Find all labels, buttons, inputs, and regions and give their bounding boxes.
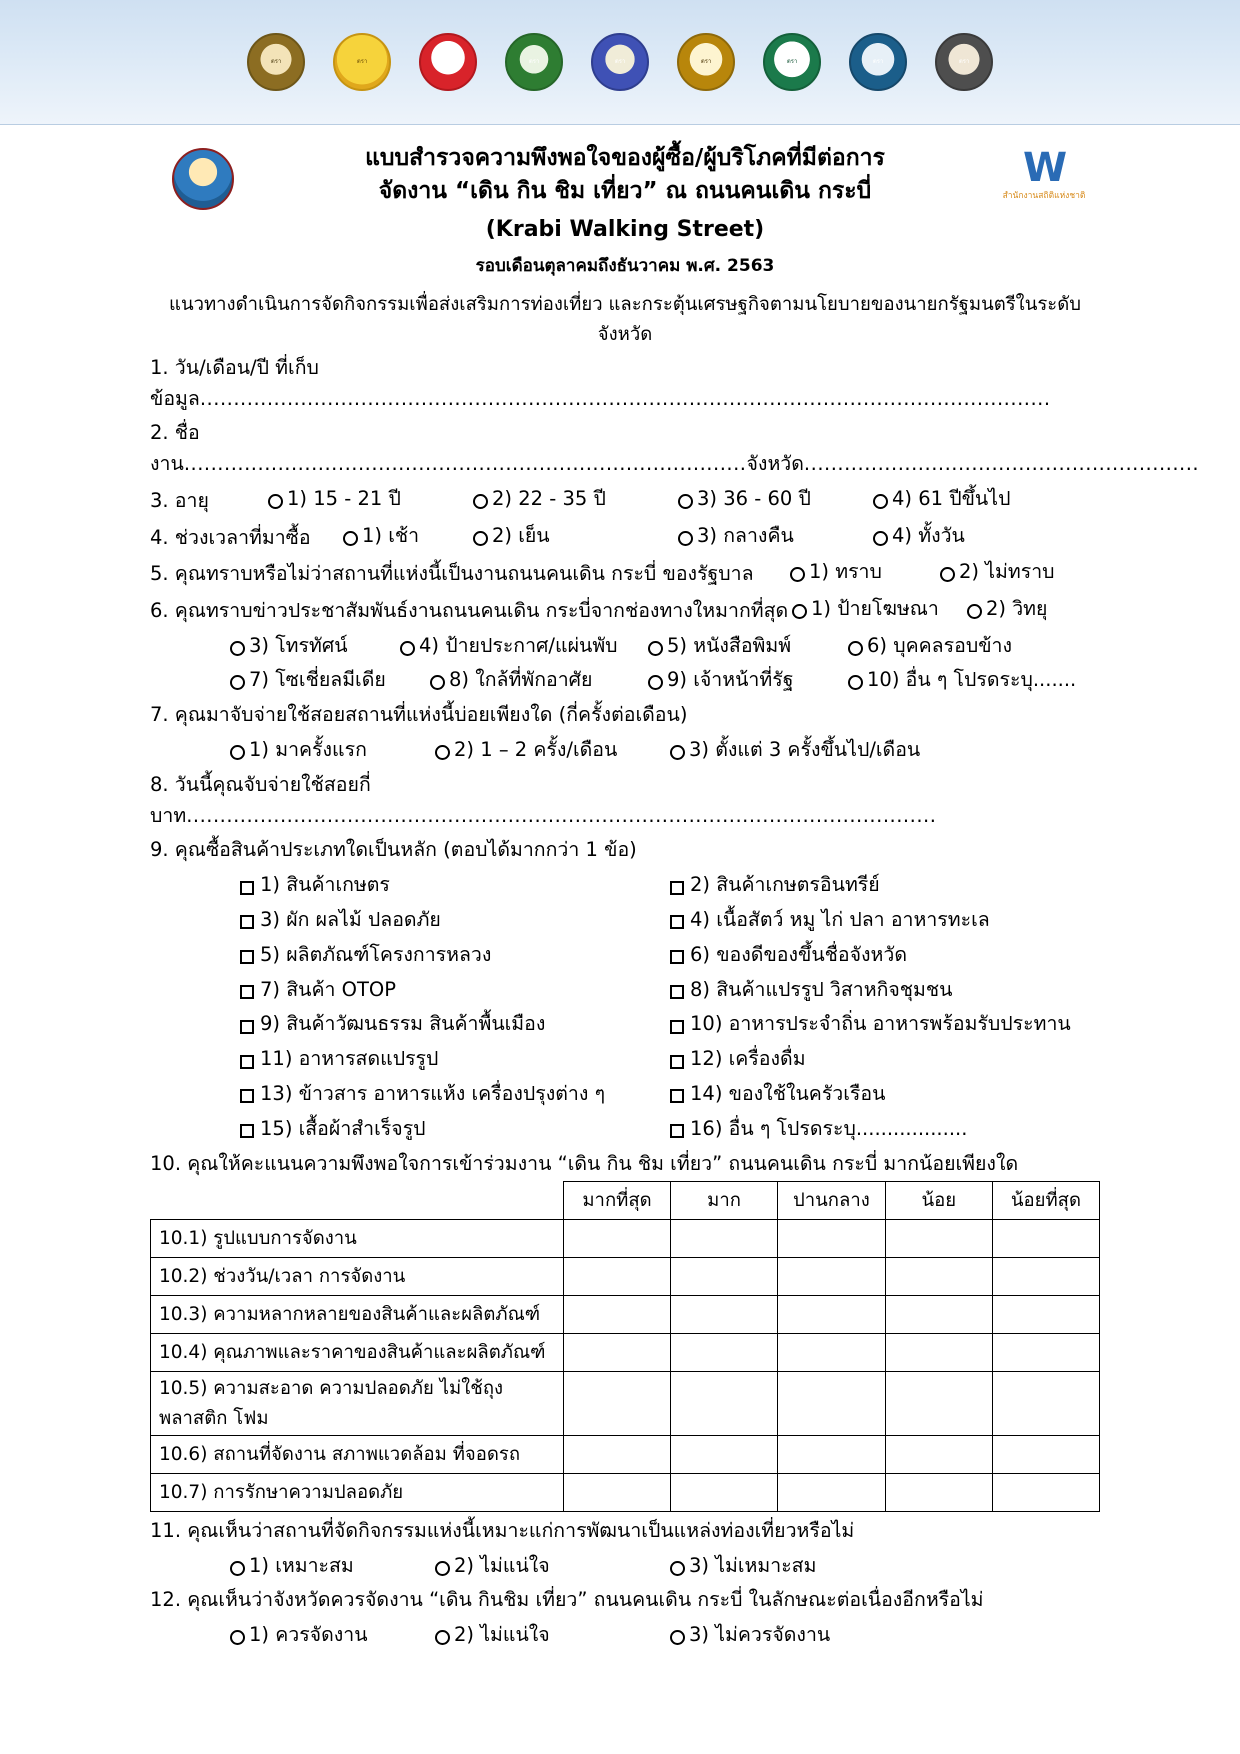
q3-option-4[interactable]	[873, 484, 1053, 515]
q7-option-1-label: 1) มาครั้งแรก	[249, 738, 367, 762]
q6-option-8-label: 8) ใกล้ที่พักอาศัย	[449, 668, 593, 692]
rating-cell[interactable]	[563, 1435, 670, 1473]
table-corner-cell	[151, 1182, 564, 1220]
q7-option-3[interactable]	[670, 735, 920, 766]
rating-cell[interactable]	[563, 1473, 670, 1511]
question-9-label: 9. คุณซื้อสินค้าประเภทใดเป็นหลัก (ตอบได้มากกว่า 1 ข้อ)	[150, 838, 637, 862]
rating-row-label-2: 10.2) ช่วงวัน/เวลา การจัดงาน	[151, 1258, 564, 1296]
radio-icon[interactable]	[678, 494, 693, 509]
question-7-label: 7. คุณมาจับจ่ายใช้สอยสถานที่แห่งนี้บ่อยเพียงใด (กี่ครั้งต่อเดือน)	[150, 703, 688, 727]
q4-option-4[interactable]	[873, 521, 1053, 552]
q9-option-11[interactable]	[240, 1044, 670, 1075]
q9-option-3-label: 3) ผัก ผลไม้ ปลอดภัย	[260, 908, 441, 932]
rating-cell[interactable]	[563, 1258, 670, 1296]
q6-option-9-label: 9) เจ้าหน้าที่รัฐ	[667, 668, 794, 692]
nso-mark-icon: W	[1022, 145, 1066, 191]
question-4	[150, 521, 1100, 554]
q9-option-11-label: 11) อาหารสดแปรรูป	[260, 1047, 439, 1071]
page-title-line3: (Krabi Walking Street)	[485, 216, 765, 242]
q4-option-3-label: 3) กลางคืน	[697, 523, 794, 547]
q12-option-2[interactable]	[435, 1620, 670, 1651]
seal-text: ตรา	[958, 58, 970, 65]
seal-text: ตรา	[356, 58, 368, 65]
agency-seal-row	[0, 33, 1240, 91]
q7-option-1[interactable]	[230, 735, 435, 766]
radio-icon[interactable]	[435, 745, 450, 760]
question-3-label: 3. อายุ	[150, 488, 209, 512]
table-row	[151, 1220, 1100, 1258]
seal-text: ตรา	[614, 58, 626, 65]
rating-column-header-1: มากที่สุด	[563, 1182, 670, 1220]
checkbox-icon[interactable]	[670, 1089, 684, 1103]
question-8-label: 8. วันนี้คุณจับจ่ายใช้สอยกี่บาท	[150, 772, 371, 827]
question-9-row-4	[150, 975, 1100, 1006]
radio-icon[interactable]	[790, 567, 805, 582]
rating-cell[interactable]	[671, 1258, 778, 1296]
table-row	[151, 1372, 1100, 1435]
q9-option-5[interactable]	[240, 940, 670, 971]
q5-option-1[interactable]	[790, 557, 940, 588]
rating-cell[interactable]	[885, 1258, 992, 1296]
question-6	[150, 594, 1100, 627]
q6-option-4-label: 4) ป้ายประกาศ/แผ่นพับ	[419, 633, 618, 657]
q9-option-15-label: 15) เสื้อผ้าสำเร็จรูป	[260, 1116, 426, 1140]
q12-option-3-label: 3) ไม่ควรจัดงาน	[689, 1623, 831, 1647]
q9-option-9-label: 9) สินค้าวัฒนธรรม สินค้าพื้นเมือง	[260, 1012, 546, 1036]
q9-option-14-label: 14) ของใช้ในครัวเรือน	[690, 1082, 886, 1106]
q9-option-15[interactable]	[240, 1114, 670, 1145]
radio-icon[interactable]	[670, 1561, 685, 1576]
q11-option-2-label: 2) ไม่แน่ใจ	[454, 1553, 550, 1577]
seal-text: ตรา	[700, 58, 712, 65]
rating-column-header-2: มาก	[671, 1182, 778, 1220]
radio-icon[interactable]	[473, 494, 488, 509]
q9-option-1-label: 1) สินค้าเกษตร	[260, 873, 390, 897]
q11-option-3-label: 3) ไม่เหมาะสม	[689, 1553, 817, 1577]
seal-text: ตรา	[786, 58, 798, 65]
radio-icon[interactable]	[967, 604, 982, 619]
radio-icon[interactable]	[792, 604, 807, 619]
table-row	[151, 1473, 1100, 1511]
q12-option-1-label: 1) ควรจัดงาน	[249, 1623, 368, 1647]
question-12-label: 12. คุณเห็นว่าจังหวัดควรจัดงาน “เดิน กินชิม เที่ยว” ถนนคนเดิน กระบี่ ในลักษณะต่อเนื่องอีกหรือไม่	[150, 1588, 984, 1612]
checkbox-icon[interactable]	[240, 1124, 254, 1138]
question-2-label: 2. ชื่องาน	[150, 421, 200, 476]
radio-icon[interactable]	[873, 531, 888, 546]
q9-option-4-label: 4) เนื้อสัตว์ หมู ไก่ ปลา อาหารทะเล	[690, 908, 990, 932]
seal-text: ตรา	[270, 58, 282, 65]
q6-option-7[interactable]	[230, 665, 430, 696]
q12-option-1[interactable]	[230, 1620, 435, 1651]
seal-dark-emblem-icon	[935, 33, 993, 91]
rating-cell[interactable]	[778, 1473, 886, 1511]
q6-option-2[interactable]	[967, 594, 1047, 625]
q7-option-2[interactable]	[435, 735, 670, 766]
question-8-amount-field[interactable]: ................................................................................................................	[186, 803, 937, 827]
table-row	[151, 1435, 1100, 1473]
rating-cell[interactable]	[778, 1220, 886, 1258]
q4-option-4-label: 4) ทั้งวัน	[892, 523, 965, 547]
seal-red-flame-icon	[419, 33, 477, 91]
radio-icon[interactable]	[940, 567, 955, 582]
q3-option-1[interactable]	[268, 484, 473, 515]
rating-cell[interactable]	[885, 1334, 992, 1372]
rating-column-header-3: ปานกลาง	[778, 1182, 886, 1220]
q9-option-9[interactable]	[240, 1009, 670, 1040]
rating-cell[interactable]	[885, 1372, 992, 1435]
q7-option-3-label: 3) ตั้งแต่ 3 ครั้งขึ้นไป/เดือน	[689, 738, 921, 762]
question-10-label: 10. คุณให้คะแนนความพึงพอใจการเข้าร่วมงาน “เดิน กิน ชิม เที่ยว” ถนนคนเดิน กระบี่ มากน้อยเพียงใด	[150, 1151, 1019, 1175]
question-2-name-field[interactable]: ....................................................................................	[183, 452, 747, 476]
q4-option-3[interactable]	[678, 521, 873, 552]
rating-cell[interactable]	[563, 1220, 670, 1258]
rating-cell[interactable]	[778, 1372, 886, 1435]
question-6-label: 6. คุณทราบข่าวประชาสัมพันธ์งานถนนคนเดิน กระบี่จากช่องทางใหมากที่สุด	[150, 598, 789, 622]
q9-option-10-label: 10) อาหารประจำถิ่น อาหารพร้อมรับประทาน	[690, 1012, 1071, 1036]
q9-option-16[interactable]	[670, 1114, 967, 1145]
q11-option-2[interactable]	[435, 1551, 670, 1582]
q3-option-4-label: 4) 61 ปีขึ้นไป	[892, 486, 1011, 510]
title-block	[150, 142, 1100, 280]
rating-cell[interactable]	[671, 1334, 778, 1372]
checkbox-icon[interactable]	[240, 915, 254, 929]
radio-icon[interactable]	[230, 745, 245, 760]
question-6-row3	[150, 665, 1100, 696]
rating-row-label-1: 10.1) รูปแบบการจัดงาน	[151, 1220, 564, 1258]
question-9-row-5	[150, 1009, 1100, 1040]
logo-band	[0, 0, 1240, 125]
q9-option-6-label: 6) ของดีของขึ้นชื่อจังหวัด	[690, 942, 908, 966]
table-row	[151, 1296, 1100, 1334]
nso-logo	[988, 145, 1100, 203]
question-9-row-8	[150, 1114, 1100, 1145]
q11-option-1[interactable]	[230, 1551, 435, 1582]
seal-text: ตรา	[528, 58, 540, 65]
q6-option-3[interactable]	[230, 631, 400, 662]
radio-icon[interactable]	[268, 494, 283, 509]
rating-cell[interactable]	[992, 1258, 1099, 1296]
krabi-province-logo-icon	[172, 148, 234, 210]
rating-cell[interactable]	[778, 1258, 886, 1296]
rating-cell[interactable]	[992, 1220, 1099, 1258]
seal-text: ตรา	[442, 58, 454, 65]
document-body	[0, 124, 1240, 1651]
q3-option-2[interactable]	[473, 484, 678, 515]
question-2-province-field[interactable]: ...........................................................	[803, 452, 1200, 476]
page-title-line1: แบบสำรวจความพึงพอใจของผู้ซื้อ/ผู้บริโภคที่มีต่อการ	[365, 145, 885, 171]
rating-cell[interactable]	[563, 1296, 670, 1334]
rating-row-label-7: 10.7) การรักษาความปลอดภัย	[151, 1473, 564, 1511]
rating-row-label-5: 10.5) ความสะอาด ความปลอดภัย ไม่ใช้ถุงพลาสติก โฟม	[151, 1372, 564, 1435]
question-10	[150, 1149, 1100, 1180]
seal-garuda-icon	[247, 33, 305, 91]
rating-column-header-4: น้อย	[885, 1182, 992, 1220]
q4-option-1[interactable]	[343, 521, 473, 552]
q9-option-2-label: 2) สินค้าเกษตรอินทรีย์	[690, 873, 880, 897]
q3-option-2-label: 2) 22 - 35 ปี	[492, 486, 606, 510]
checkbox-icon[interactable]	[670, 950, 684, 964]
question-9-row-2	[150, 905, 1100, 936]
question-1-dotted-line[interactable]: ...............................................................................................................................	[199, 386, 1051, 410]
checkbox-icon[interactable]	[670, 881, 684, 895]
question-7	[150, 700, 1100, 731]
rating-column-header-5: น้อยที่สุด	[992, 1182, 1099, 1220]
q3-option-3[interactable]	[678, 484, 873, 515]
question-2	[150, 418, 1200, 480]
rating-cell[interactable]	[563, 1334, 670, 1372]
radio-icon[interactable]	[848, 641, 863, 656]
radio-icon[interactable]	[400, 641, 415, 656]
q9-option-1[interactable]	[240, 870, 670, 901]
rating-cell[interactable]	[778, 1334, 886, 1372]
q6-option-6-label: 6) บุคคลรอบข้าง	[867, 633, 1012, 657]
question-1-label: 1. วัน/เดือน/ปี ที่เก็บข้อมูล	[150, 355, 319, 410]
rating-cell[interactable]	[778, 1296, 886, 1334]
rating-cell[interactable]	[992, 1296, 1099, 1334]
document-header	[150, 142, 1100, 280]
checkbox-icon[interactable]	[240, 950, 254, 964]
question-6-row2	[150, 631, 1100, 662]
q6-option-10-label: 10) อื่น ๆ โปรดระบุ.......	[867, 668, 1077, 692]
radio-icon[interactable]	[230, 1630, 245, 1645]
checkbox-icon[interactable]	[240, 881, 254, 895]
radio-icon[interactable]	[648, 675, 663, 690]
q9-option-8[interactable]	[670, 975, 952, 1006]
q4-option-1-label: 1) เช้า	[362, 523, 420, 547]
radio-icon[interactable]	[873, 494, 888, 509]
rating-cell[interactable]	[671, 1372, 778, 1435]
q11-option-3[interactable]	[670, 1551, 816, 1582]
q9-option-2[interactable]	[670, 870, 880, 901]
q4-option-2-label: 2) เย็น	[492, 523, 550, 547]
question-3	[150, 484, 1100, 517]
checkbox-icon[interactable]	[240, 1020, 254, 1034]
q6-option-7-label: 7) โซเชี่ยลมีเดีย	[249, 668, 386, 692]
question-9-row-6	[150, 1044, 1100, 1075]
question-7-options	[150, 735, 1100, 766]
rating-cell[interactable]	[885, 1435, 992, 1473]
q9-option-6[interactable]	[670, 940, 907, 971]
checkbox-icon[interactable]	[670, 1124, 684, 1138]
radio-icon[interactable]	[435, 1630, 450, 1645]
seal-blue-wheel-icon	[849, 33, 907, 91]
table-row	[151, 1334, 1100, 1372]
rating-row-label-6: 10.6) สถานที่จัดงาน สภาพแวดล้อม ที่จอดรถ	[151, 1435, 564, 1473]
question-1	[150, 353, 1100, 415]
q6-option-2-label: 2) วิทยุ	[986, 596, 1048, 620]
question-12	[150, 1585, 1100, 1616]
q12-option-3[interactable]	[670, 1620, 830, 1651]
seal-gold-emblem-icon	[677, 33, 735, 91]
page-subtitle-period: รอบเดือนตุลาคมถึงธันวาคม พ.ศ. 2563	[475, 256, 775, 277]
radio-icon[interactable]	[848, 675, 863, 690]
q9-option-8-label: 8) สินค้าแปรรูป วิสาหกิจชุมชน	[690, 977, 953, 1001]
q9-option-7[interactable]	[240, 975, 670, 1006]
nso-caption: สำนักงานสถิติแห่งชาติ	[1002, 191, 1086, 201]
q9-option-12[interactable]	[670, 1044, 806, 1075]
q9-option-4[interactable]	[670, 905, 990, 936]
satisfaction-rating-table	[150, 1181, 1100, 1511]
rating-cell[interactable]	[671, 1473, 778, 1511]
q9-option-10[interactable]	[670, 1009, 1071, 1040]
q9-option-13-label: 13) ข้าวสาร อาหารแห้ง เครื่องปรุงต่าง ๆ	[260, 1082, 606, 1106]
question-11	[150, 1516, 1100, 1547]
rating-row-label-4: 10.4) คุณภาพและราคาของสินค้าและผลิตภัณฑ์	[151, 1334, 564, 1372]
seal-green-wheel-icon	[763, 33, 821, 91]
rating-cell[interactable]	[992, 1473, 1099, 1511]
question-4-label: 4. ช่วงเวลาที่มาซื้อ	[150, 525, 311, 549]
q11-option-1-label: 1) เหมาะสม	[249, 1553, 354, 1577]
radio-icon[interactable]	[430, 675, 445, 690]
rating-cell[interactable]	[671, 1220, 778, 1258]
question-11-options	[150, 1551, 1100, 1582]
rating-cell[interactable]	[778, 1435, 886, 1473]
radio-icon[interactable]	[230, 1561, 245, 1576]
rating-cell[interactable]	[992, 1334, 1099, 1372]
rating-cell[interactable]	[885, 1220, 992, 1258]
intro-text: แนวทางดำเนินการจัดกิจกรรมเพื่อส่งเสริมการท่องเที่ยว และกระตุ้นเศรษฐกิจตามนโยบายของนายกรัฐมนตรีในระดับจังหวัด	[169, 294, 1081, 345]
checkbox-icon[interactable]	[670, 985, 684, 999]
page-title-line2: จัดงาน “เดิน กิน ชิม เที่ยว” ณ ถนนคนเดิน กระบี่	[378, 178, 872, 205]
rating-cell[interactable]	[671, 1435, 778, 1473]
q6-option-8[interactable]	[430, 665, 648, 696]
question-5	[150, 557, 1100, 590]
q9-option-7-label: 7) สินค้า OTOP	[260, 977, 397, 1001]
seal-green-crown-icon	[505, 33, 563, 91]
seal-yellow-naga-icon	[333, 33, 391, 91]
q6-option-5-label: 5) หนังสือพิมพ์	[667, 633, 792, 657]
q6-option-4[interactable]	[400, 631, 648, 662]
radio-icon[interactable]	[473, 531, 488, 546]
q5-option-1-label: 1) ทราบ	[809, 560, 882, 584]
q9-option-12-label: 12) เครื่องดื่ม	[690, 1047, 806, 1071]
checkbox-icon[interactable]	[240, 985, 254, 999]
table-row	[151, 1258, 1100, 1296]
rating-cell[interactable]	[885, 1296, 992, 1334]
seal-text: ตรา	[872, 58, 884, 65]
checkbox-icon[interactable]	[670, 1020, 684, 1034]
q6-option-1[interactable]	[792, 594, 967, 625]
checkbox-icon[interactable]	[670, 915, 684, 929]
radio-icon[interactable]	[230, 675, 245, 690]
radio-icon[interactable]	[648, 641, 663, 656]
table-header-row	[151, 1182, 1100, 1220]
radio-icon[interactable]	[435, 1561, 450, 1576]
q6-option-6[interactable]	[848, 631, 1012, 662]
question-9-row-3	[150, 940, 1100, 971]
seal-blue-crown-icon	[591, 33, 649, 91]
rating-cell[interactable]	[885, 1473, 992, 1511]
radio-icon[interactable]	[230, 641, 245, 656]
radio-icon[interactable]	[343, 531, 358, 546]
q6-option-1-label: 1) ป้ายโฆษณา	[811, 596, 939, 620]
question-5-label: 5. คุณทราบหรือไม่ว่าสถานที่แห่งนี้เป็นงานถนนคนเดิน กระบี่ ของรัฐบาล	[150, 562, 754, 586]
rating-cell[interactable]	[563, 1372, 670, 1435]
question-9-row-7	[150, 1079, 1100, 1110]
q9-option-14[interactable]	[670, 1079, 885, 1110]
rating-row-label-3: 10.3) ความหลากหลายของสินค้าและผลิตภัณฑ์	[151, 1296, 564, 1334]
q4-option-2[interactable]	[473, 521, 678, 552]
q9-option-16-label: 16) อื่น ๆ โปรดระบุ..................	[690, 1116, 968, 1140]
question-9-row-1	[150, 870, 1100, 901]
radio-icon[interactable]	[670, 1630, 685, 1645]
question-8	[150, 770, 1100, 832]
checkbox-icon[interactable]	[240, 1089, 254, 1103]
checkbox-icon[interactable]	[670, 1055, 684, 1069]
q5-option-2-label: 2) ไม่ทราบ	[959, 560, 1055, 584]
q9-option-5-label: 5) ผลิตภัณฑ์โครงการหลวง	[260, 942, 492, 966]
q6-option-9[interactable]	[648, 665, 848, 696]
q3-option-3-label: 3) 36 - 60 ปี	[697, 486, 811, 510]
radio-icon[interactable]	[670, 745, 685, 760]
rating-cell[interactable]	[992, 1372, 1099, 1435]
question-2-province-label: จังหวัด	[746, 452, 804, 476]
q5-option-2[interactable]	[940, 557, 1055, 588]
q12-option-2-label: 2) ไม่แน่ใจ	[454, 1623, 550, 1647]
q7-option-2-label: 2) 1 – 2 ครั้ง/เดือน	[454, 738, 618, 762]
q6-option-10[interactable]	[848, 665, 1076, 696]
checkbox-icon[interactable]	[240, 1055, 254, 1069]
rating-cell[interactable]	[992, 1435, 1099, 1473]
rating-cell[interactable]	[671, 1296, 778, 1334]
q9-option-3[interactable]	[240, 905, 670, 936]
question-11-label: 11. คุณเห็นว่าสถานที่จัดกิจกรรมแห่งนี้เหมาะแก่การพัฒนาเป็นแหล่งท่องเที่ยวหรือไม่	[150, 1518, 855, 1542]
question-9	[150, 835, 1100, 866]
q6-option-3-label: 3) โทรทัศน์	[249, 633, 348, 657]
radio-icon[interactable]	[678, 531, 693, 546]
question-12-options	[150, 1620, 1100, 1651]
q9-option-13[interactable]	[240, 1079, 670, 1110]
q6-option-5[interactable]	[648, 631, 848, 662]
q3-option-1-label: 1) 15 - 21 ปี	[287, 486, 401, 510]
